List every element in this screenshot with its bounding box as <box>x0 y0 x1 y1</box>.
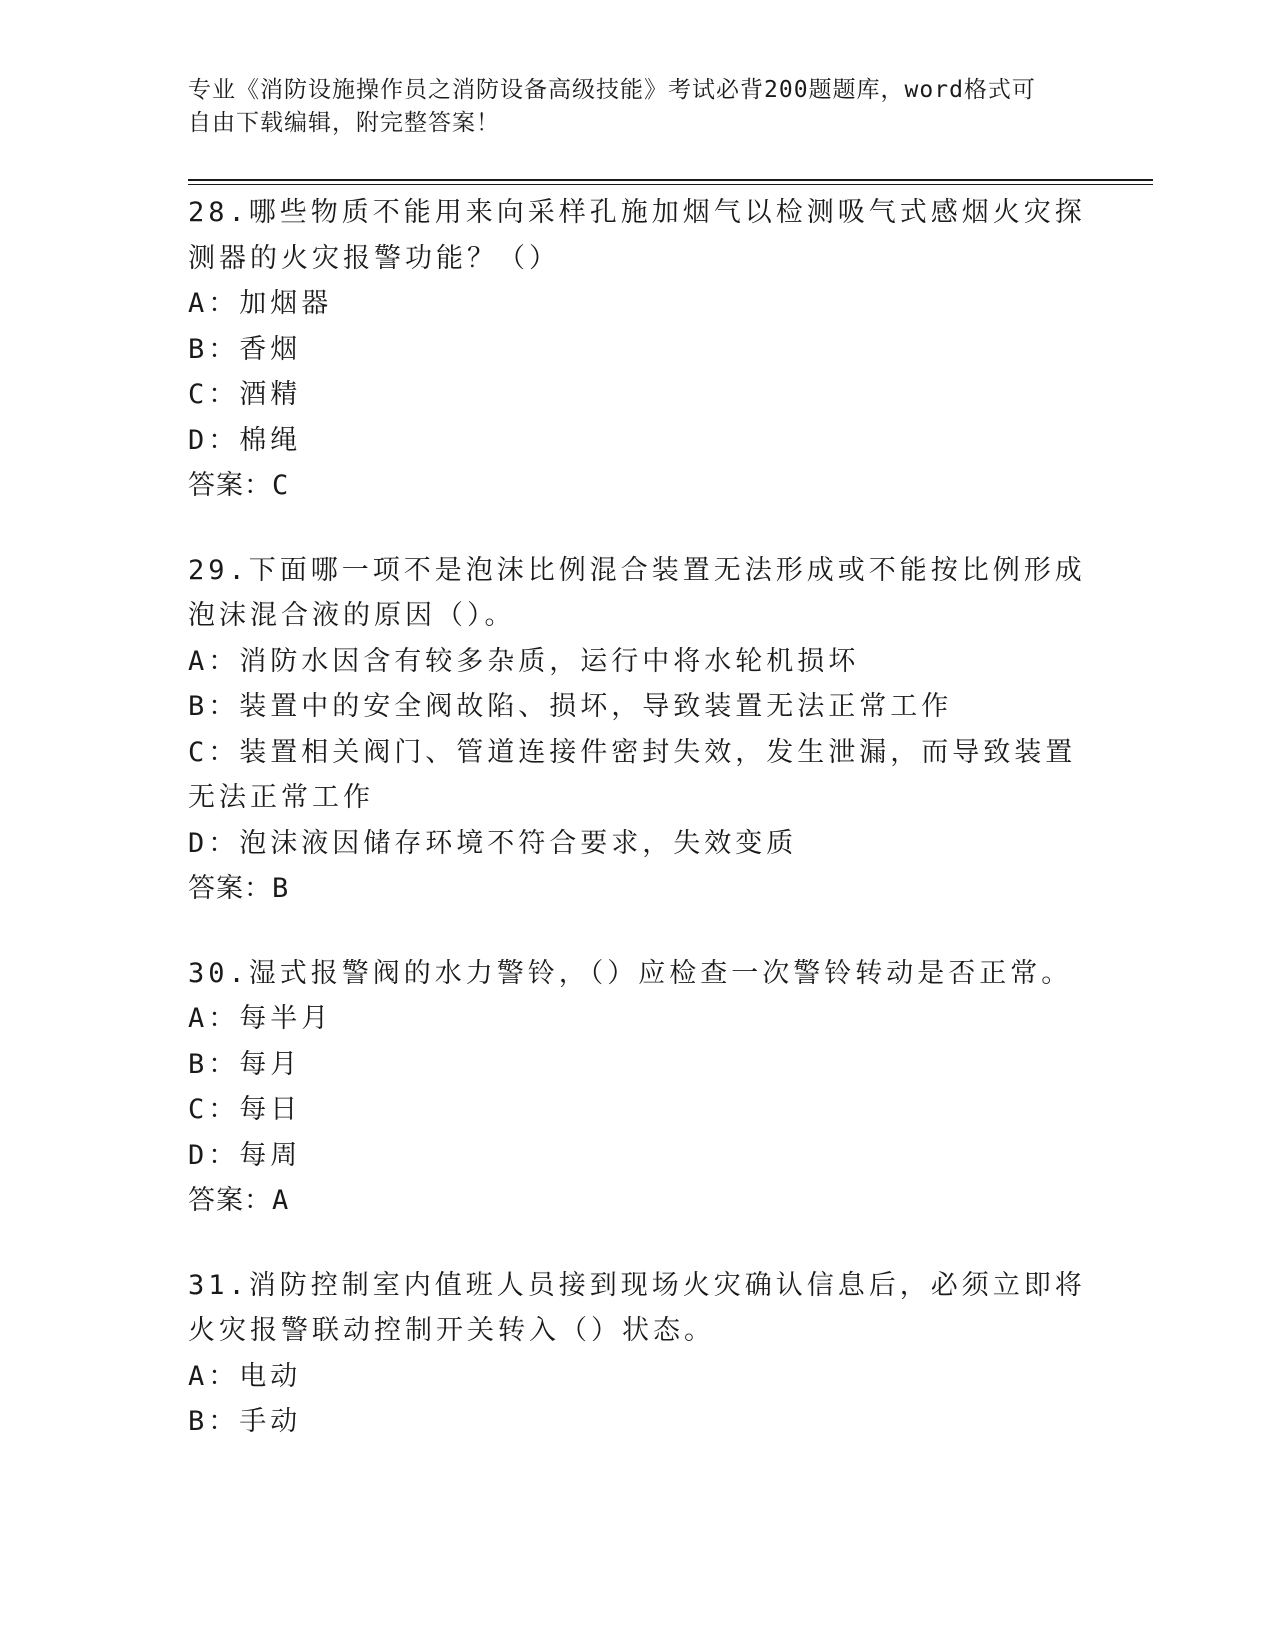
question-text: 31.消防控制室内值班人员接到现场火灾确认信息后，必须立即将火灾报警联动控制开关转入（）状态。 <box>188 1269 1086 1346</box>
answer-line <box>188 463 1088 509</box>
answer-line <box>188 866 1088 912</box>
document-header <box>188 74 1068 140</box>
option-b: B：香烟 <box>188 333 302 365</box>
answer-line <box>188 1178 1088 1224</box>
header-divider-thin <box>188 184 1153 185</box>
question-31 <box>188 1263 1088 1445</box>
option-b: B：每月 <box>188 1048 302 1080</box>
option-d: D：泡沫液因储存环境不符合要求，失效变质 <box>188 827 798 859</box>
option-d: D：每周 <box>188 1139 302 1171</box>
question-text: 29.下面哪一项不是泡沫比例混合装置无法形成或不能按比例形成泡沫混合液的原因（）。 <box>188 554 1086 631</box>
answer-value: A <box>272 1185 290 1216</box>
question-list <box>188 190 1088 1484</box>
answer-value: B <box>272 873 290 904</box>
option-b: B：装置中的安全阀故陷、损坏，导致装置无法正常工作 <box>188 691 953 722</box>
answer-label: 答案： <box>188 1185 272 1216</box>
option-a: A：消防水因含有较多杂质，运行中将水轮机损坏 <box>188 645 860 677</box>
header-line-2: 自由下载编辑，附完整答案！ <box>188 110 500 136</box>
question-29 <box>188 548 1088 912</box>
option-d: D：棉绳 <box>188 424 302 456</box>
option-c: C：装置相关阀门、管道连接件密封失效，发生泄漏，而导致装置无法正常工作 <box>188 736 1077 813</box>
question-text: 28.哪些物质不能用来向采样孔施加烟气以检测吸气式感烟火灾探测器的火灾报警功能？（） <box>188 197 1086 274</box>
option-b: B：手动 <box>188 1406 302 1437</box>
answer-label: 答案： <box>188 470 272 501</box>
question-text: 30.湿式报警阀的水力警铃，（）应检查一次警铃转动是否正常。 <box>188 957 1073 989</box>
header-divider <box>188 179 1153 181</box>
option-c: C：每日 <box>188 1094 302 1125</box>
question-30 <box>188 951 1088 1224</box>
option-a: A：电动 <box>188 1360 302 1392</box>
question-28 <box>188 190 1088 509</box>
answer-value: C <box>272 470 290 501</box>
option-a: A：每半月 <box>188 1003 333 1034</box>
header-line-1: 专业《消防设施操作员之消防设备高级技能》考试必背200题题库，word格式可 <box>188 77 1036 103</box>
answer-label: 答案： <box>188 873 272 904</box>
option-c: C：酒精 <box>188 379 302 410</box>
option-a: A：加烟器 <box>188 288 333 319</box>
